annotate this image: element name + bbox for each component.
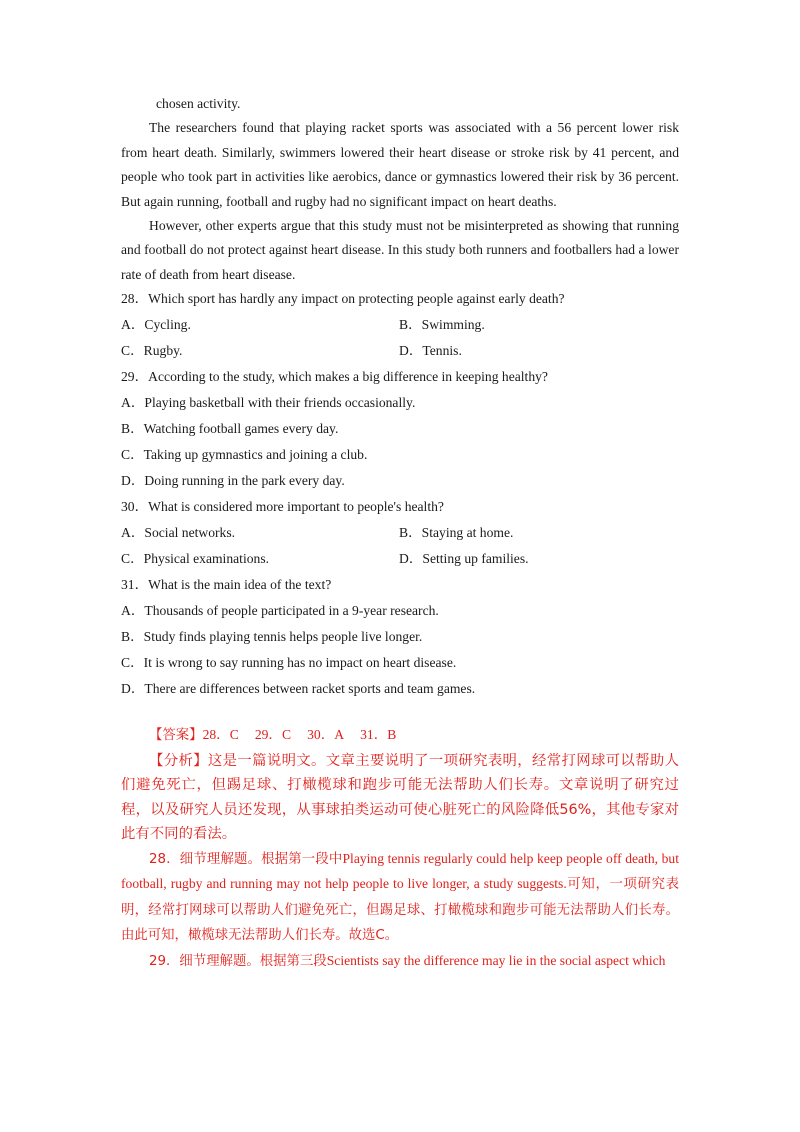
passage-paragraph-2: However, other experts argue that this study must not be misinterpreted as showing that running and football do not protect against heart disease. In this study both runners and footballers had a lower rate of death from heart disease. <box>121 218 679 282</box>
option-a: A．Social networks. <box>121 525 236 541</box>
answer-item: 31．B <box>360 727 397 743</box>
analysis-q28 <box>121 847 679 949</box>
answer-label: 【答案】 <box>149 728 203 744</box>
answer-item: 28．C <box>202 727 239 743</box>
analysis-paragraph: 【分析】这是一篇说明文。文章主要说明了一项研究表明，经常打网球可以帮助人们避免死亡，但踢足球、打橄榄球和跑步可能无法帮助人们长寿。文章说明了研究过程，以及研究人员还发现，从事球拍类运动可使心脏死亡的风险降低56%，其他专家对此有不同的看法。 <box>121 752 679 843</box>
document-page <box>121 92 679 974</box>
question-30-options-row-2 <box>121 547 679 573</box>
question-28-options-row-2 <box>121 339 679 365</box>
option-d: D．Setting up families. <box>399 551 529 567</box>
answer-key <box>121 723 679 748</box>
answer-item: 30．A <box>307 727 345 743</box>
option-a: A．Thousands of people participated in a 9-year research. <box>121 603 439 619</box>
answer-item: 29．C <box>254 727 292 743</box>
option-c: C．Rugby. <box>121 343 183 359</box>
passage-continuation: chosen activity. <box>156 96 241 111</box>
passage-paragraph-1: The researchers found that playing racket sports was associated with a 56 percent lower risk from heart death. Similarly, swimmers lowered their heart disease or stroke risk by 41 percent, and people who took part in activities like aerobics, dance or gymnastics lowered their risk by 36 percent. But again running, football and rugby had no significant impact on heart deaths. <box>121 120 679 209</box>
option-c: C．Taking up gymnastics and joining a club. <box>121 447 368 463</box>
option-c: C．Physical examinations. <box>121 551 270 567</box>
q28-prefix: 28．细节理解题。根据第一段中 <box>149 852 343 868</box>
option-b: B．Study finds playing tennis helps people live longer. <box>121 629 423 645</box>
question-31-stem: 31．What is the main idea of the text? <box>121 577 332 593</box>
q28-suffix: 可知，一项研究表明，经常打网球可以帮助人们避免死亡，但踢足球、打橄榄球和跑步可能无法帮助人们长寿。由此可知，橄榄球无法帮助人们长寿。故选C。 <box>121 877 680 944</box>
q29-quote: Scientists say the difference may lie in the social aspect which <box>326 952 666 968</box>
option-b: B．Swimming. <box>399 317 485 333</box>
option-b: B．Watching football games every day. <box>121 421 339 437</box>
analysis-q29 <box>121 949 679 974</box>
q28-quote: Playing tennis regularly could help keep people off death, but football, rugby and running may not help people to live longer, a study suggests. <box>121 851 679 892</box>
option-d: D．Doing running in the park every day. <box>121 473 345 489</box>
question-29-stem: 29．According to the study, which makes a big difference in keeping healthy? <box>121 369 548 385</box>
option-a: A．Playing basketball with their friends occasionally. <box>121 395 416 411</box>
option-d: D．Tennis. <box>399 343 462 359</box>
question-30-options-row-1 <box>121 521 679 547</box>
option-b: B．Staying at home. <box>399 525 514 541</box>
question-28-options-row-1 <box>121 313 679 339</box>
question-30-stem: 30．What is considered more important to people's health? <box>121 499 444 515</box>
option-d: D．There are differences between racket sports and team games. <box>121 681 476 697</box>
q29-prefix: 29．细节理解题。根据第三段 <box>149 953 327 969</box>
option-c: C．It is wrong to say running has no impact on heart disease. <box>121 655 457 671</box>
option-a: A．Cycling. <box>121 317 191 333</box>
question-28-stem: 28．Which sport has hardly any impact on protecting people against early death? <box>121 291 565 307</box>
